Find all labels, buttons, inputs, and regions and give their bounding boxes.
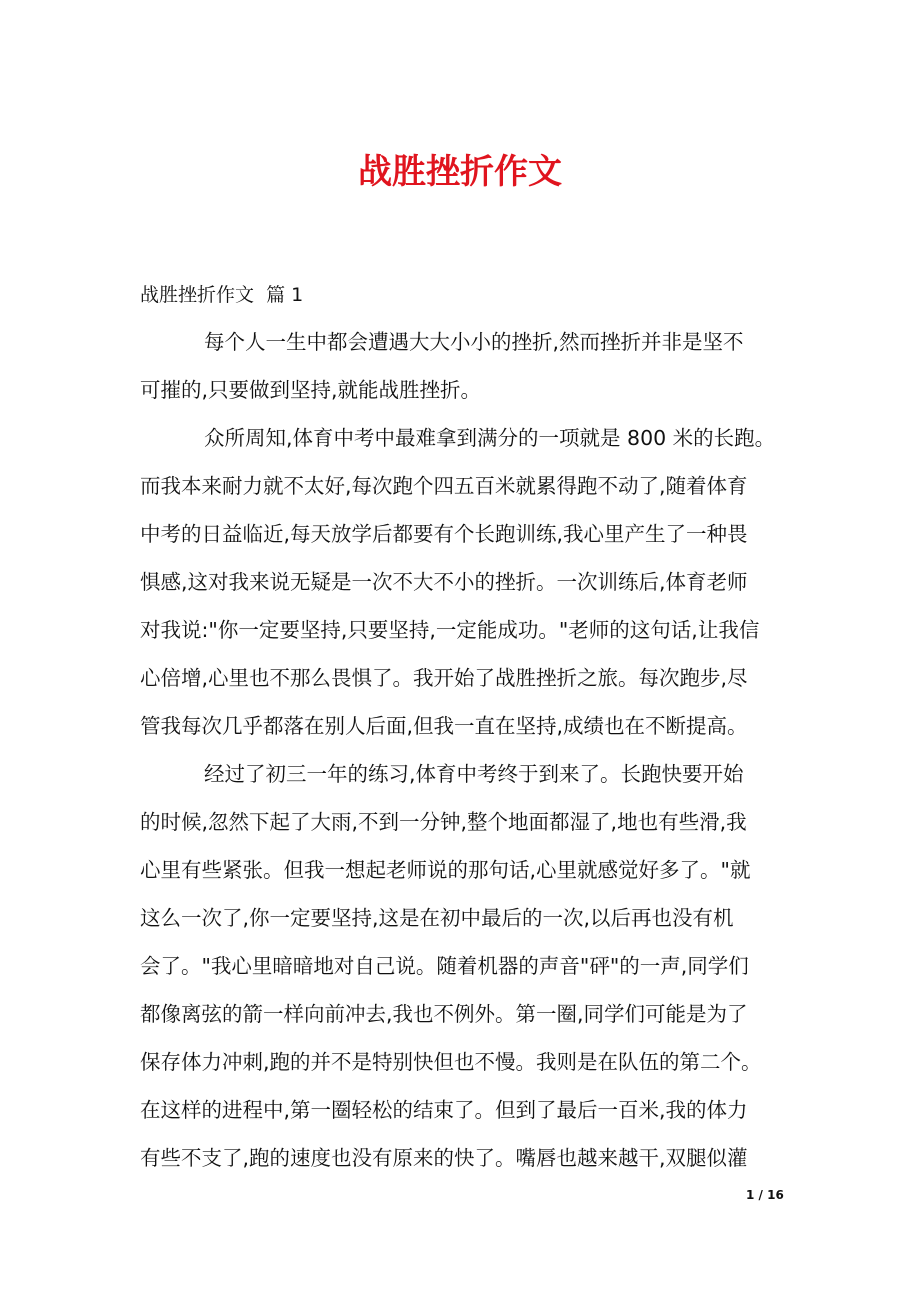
text-line: 可摧的,只要做到坚持,就能战胜挫折。 bbox=[140, 378, 482, 402]
text-line: 中考的日益临近,每天放学后都要有个长跑训练,我心里产生了一种畏 bbox=[140, 522, 748, 546]
text-line: 都像离弦的箭一样向前冲去,我也不例外。第一圈,同学们可能是为了 bbox=[140, 1002, 748, 1026]
text-line: 每个人一生中都会遭遇大大小小的挫折,然而挫折并非是坚不 bbox=[204, 330, 744, 354]
text-line: 这么一次了,你一定要坚持,这是在初中最后的一次,以后再也没有机 bbox=[140, 906, 734, 930]
document-title: 战胜挫折作文 bbox=[358, 152, 562, 192]
text-line: 会了。"我心里暗暗地对自己说。随着机器的声音"砰"的一声,同学们 bbox=[140, 954, 749, 978]
text-line: 管我每次几乎都落在别人后面,但我一直在坚持,成绩也在不断提高。 bbox=[140, 714, 748, 738]
text-line: 对我说:"你一定要坚持,只要坚持,一定能成功。"老师的这句话,让我信 bbox=[140, 618, 760, 642]
text-line: 而我本来耐力就不太好,每次跑个四五百米就累得跑不动了,随着体育 bbox=[140, 474, 748, 498]
page-number: 1 / 16 bbox=[746, 1188, 784, 1202]
text-line: 的时候,忽然下起了大雨,不到一分钟,整个地面都湿了,地也有些滑,我 bbox=[140, 810, 747, 834]
text-line: 在这样的进程中,第一圈轻松的结束了。但到了最后一百米,我的体力 bbox=[140, 1098, 748, 1122]
essay-subtitle: 战胜挫折作文 篇 1 bbox=[140, 284, 304, 306]
text-line: 惧感,这对我来说无疑是一次不大不小的挫折。一次训练后,体育老师 bbox=[140, 570, 748, 594]
text-line: 心里有些紧张。但我一想起老师说的那句话,心里就感觉好多了。"就 bbox=[140, 858, 751, 882]
text-line: 众所周知,体育中考中最难拿到满分的一项就是 800 米的长跑。 bbox=[204, 426, 776, 450]
text-line: 经过了初三一年的练习,体育中考终于到来了。长跑快要开始 bbox=[204, 762, 744, 786]
text-line: 保存体力冲刺,跑的并不是特别快但也不慢。我则是在队伍的第二个。 bbox=[140, 1050, 762, 1074]
document-body bbox=[140, 318, 790, 1182]
text-line: 有些不支了,跑的速度也没有原来的快了。嘴唇也越来越干,双腿似灌 bbox=[140, 1146, 748, 1170]
text-line: 心倍增,心里也不那么畏惧了。我开始了战胜挫折之旅。每次跑步,尽 bbox=[140, 666, 748, 690]
